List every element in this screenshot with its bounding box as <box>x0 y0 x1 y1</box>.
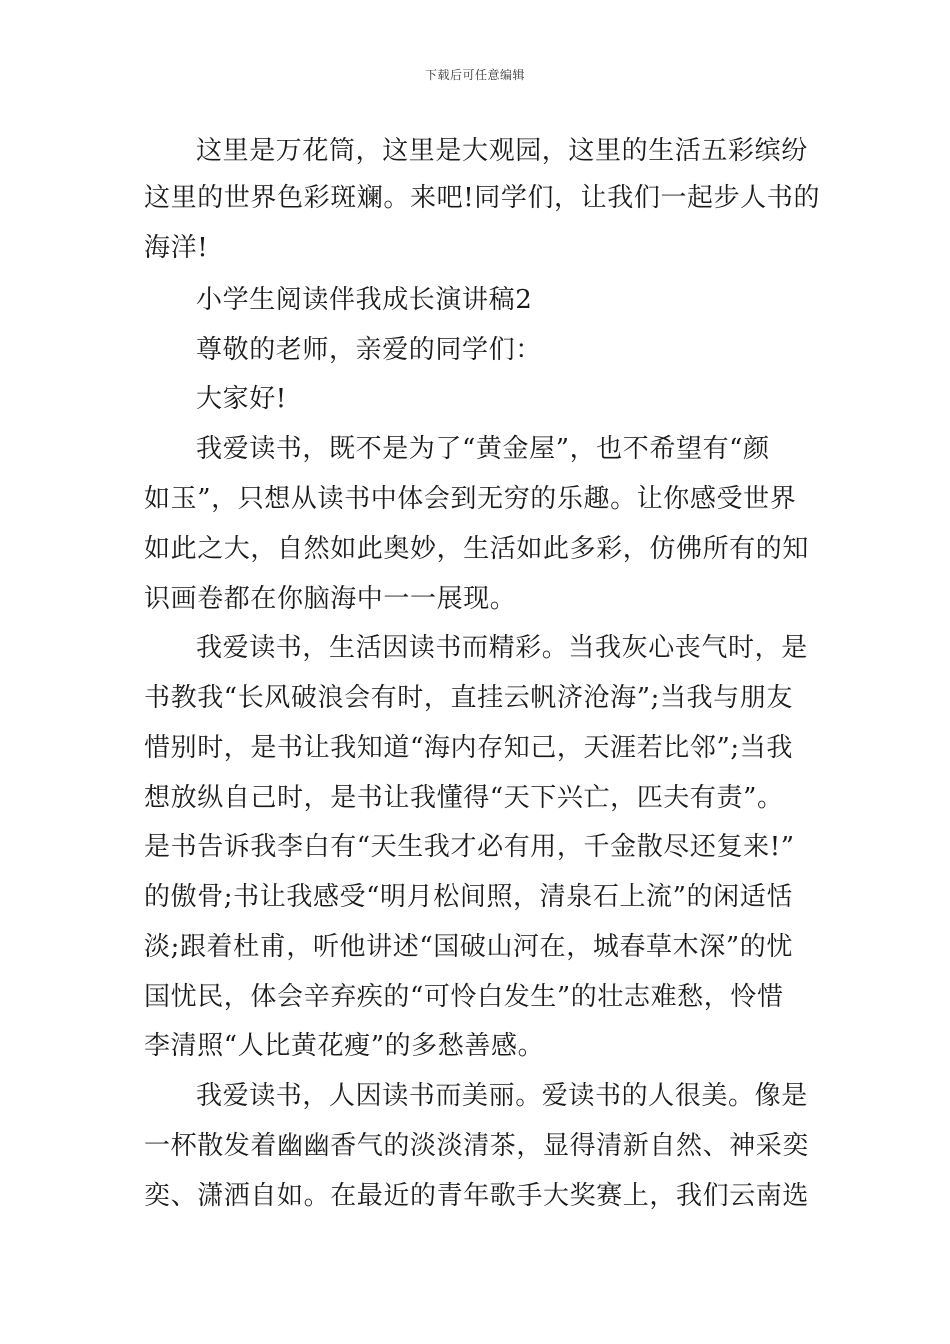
paragraph-line: 这里的世界色彩斑斓。来吧!同学们，让我们一起步人书的 <box>144 183 821 213</box>
paragraph-line: 如此之大，自然如此奥妙，生活如此多彩，仿佛所有的知 <box>144 534 810 564</box>
paragraph-line: 是书告诉我李白有“天生我才必有用，千金散尽还复来!” <box>144 832 795 862</box>
paragraph-line: 奕、潇洒自如。在最近的青年歌手大奖赛上，我们云南选 <box>144 1181 810 1211</box>
paragraph-line: 淡;跟着杜甫，听他讲述“国破山河在，城春草木深”的忧 <box>144 932 793 962</box>
paragraph-line: 识画卷都在你脑海中一一展现。 <box>144 584 517 614</box>
paragraph-line: 我爱读书，生活因读书而精彩。当我灰心丧气时，是 <box>196 633 808 663</box>
paragraph-line: 惜别时，是书让我知道“海内存知己，天涯若比邻”;当我 <box>144 733 793 763</box>
paragraph-line: 想放纵自己时，是书让我懂得“天下兴亡，匹夫有责”。 <box>144 783 784 813</box>
paragraph-line: 我爱读书，既不是为了“黄金屋”，也不希望有“颜 <box>196 434 770 464</box>
paragraph-line: 如玉”，只想从读书中体会到无穷的乐趣。让你感受世界 <box>144 484 797 514</box>
paragraph-line: 我爱读书，人因读书而美丽。爱读书的人很美。像是 <box>196 1081 808 1111</box>
paragraph-line: 国忧民，体会辛弃疾的“可怜白发生”的壮志难愁，怜惜 <box>144 982 784 1012</box>
paragraph-line: 海洋! <box>144 233 209 263</box>
section-title: 小学生阅读伴我成长演讲稿2 <box>196 285 533 315</box>
paragraph-line: 的傲骨;书让我感受“明月松间照，清泉石上流”的闲适恬 <box>144 882 793 912</box>
paragraph-line: 这里是万花筒，这里是大观园，这里的生活五彩缤纷 <box>196 136 808 166</box>
greeting: 大家好! <box>196 384 287 414</box>
header-note: 下载后可任意编辑 <box>424 68 525 82</box>
paragraph-line: 一杯散发着幽幽香气的淡淡清茶，显得清新自然、神采奕 <box>144 1131 810 1161</box>
salutation: 尊敬的老师，亲爱的同学们： <box>196 335 542 365</box>
paragraph-line: 李清照“人比黄花瘦”的多愁善感。 <box>144 1031 545 1061</box>
paragraph-line: 书教我“长风破浪会有时，直挂云帆济沧海”;当我与朋友 <box>144 683 793 713</box>
